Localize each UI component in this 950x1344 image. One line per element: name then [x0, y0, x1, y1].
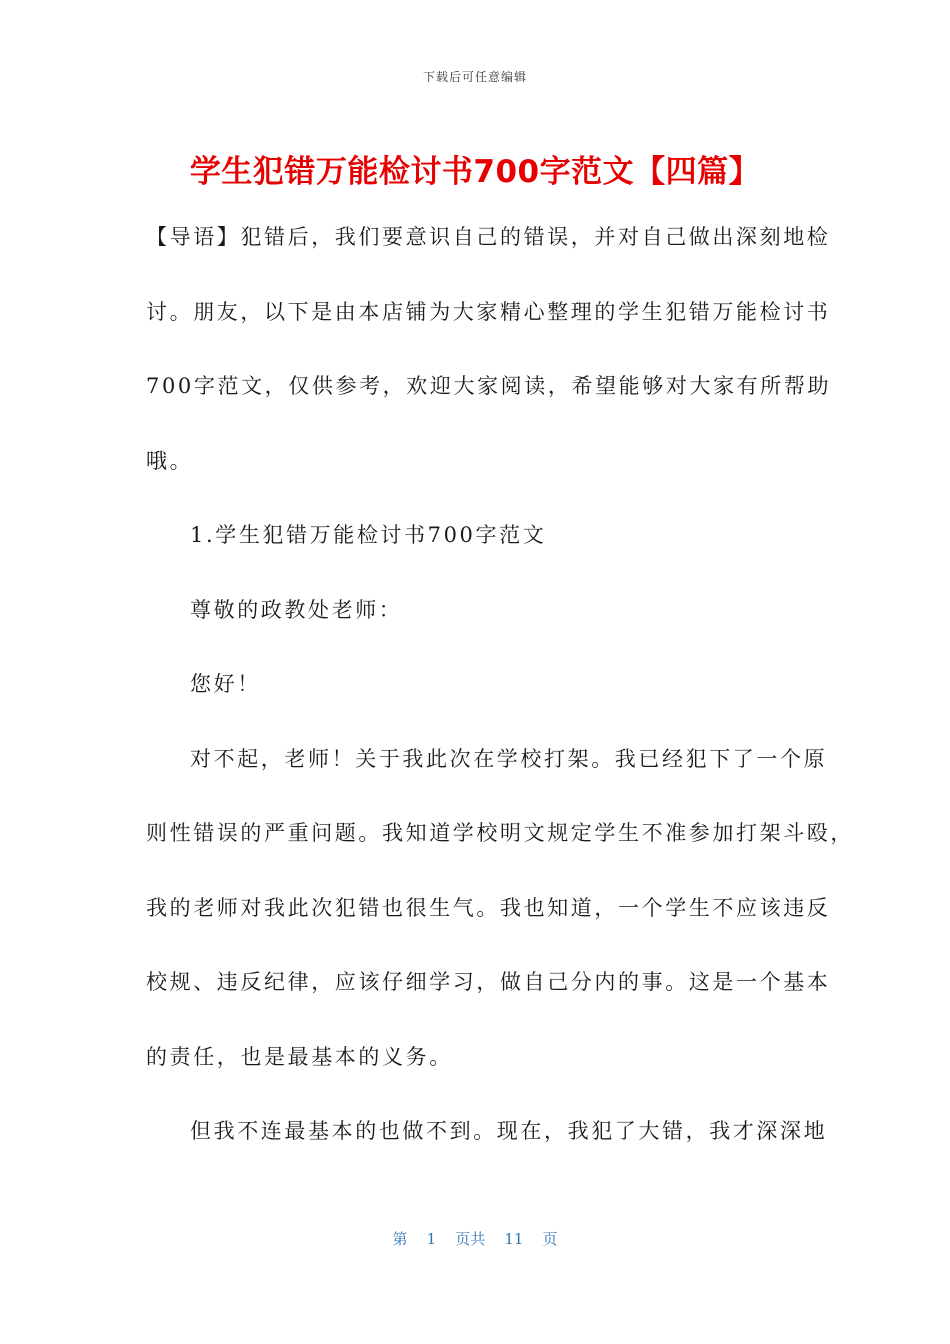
- paragraph-line: 则性错误的严重问题。我知道学校明文规定学生不准参加打架斗殴，: [146, 821, 854, 845]
- footer-middle: 页共: [455, 1230, 486, 1248]
- paragraph-line: 对不起，老师！关于我此次在学校打架。我已经犯下了一个原: [190, 746, 828, 771]
- paragraph-line: 讨。朋友，以下是由本店铺为大家精心整理的学生犯错万能检讨书: [146, 299, 831, 324]
- paragraph-line: 校规、违反纪律，应该仔细学习，做自己分内的事。这是一个基本: [146, 970, 831, 994]
- paragraph-line: 但我不连最基本的也做不到。现在，我犯了大错，我才深深地: [190, 1119, 828, 1143]
- footer-suffix: 页: [542, 1230, 558, 1248]
- document-body: [146, 200, 854, 1169]
- document-title: 学生犯错万能检讨书700字范文【四篇】: [189, 154, 761, 190]
- page-footer: [0, 1228, 950, 1249]
- total-pages: 11: [504, 1230, 524, 1248]
- section-heading: 1.学生犯错万能检讨书700字范文: [190, 523, 547, 547]
- paragraph-line: 的责任，也是最基本的义务。: [146, 1044, 453, 1069]
- salutation: 尊敬的政教处老师：: [190, 597, 403, 622]
- paragraph-line: 我的老师对我此次犯错也很生气。我也知道，一个学生不应该违反: [146, 895, 831, 920]
- footer-prefix: 第: [392, 1230, 408, 1248]
- paragraph-line: 哦。: [146, 448, 194, 473]
- current-page-number: 1: [426, 1230, 437, 1248]
- paragraph-line: 【导语】犯错后，我们要意识自己的错误，并对自己做出深刻地检: [146, 225, 831, 249]
- paragraph-line: 700字范文，仅供参考，欢迎大家阅读，希望能够对大家有所帮助: [146, 374, 832, 398]
- greeting: 您好！: [190, 672, 261, 696]
- header-note: 下载后可任意编辑: [422, 70, 527, 84]
